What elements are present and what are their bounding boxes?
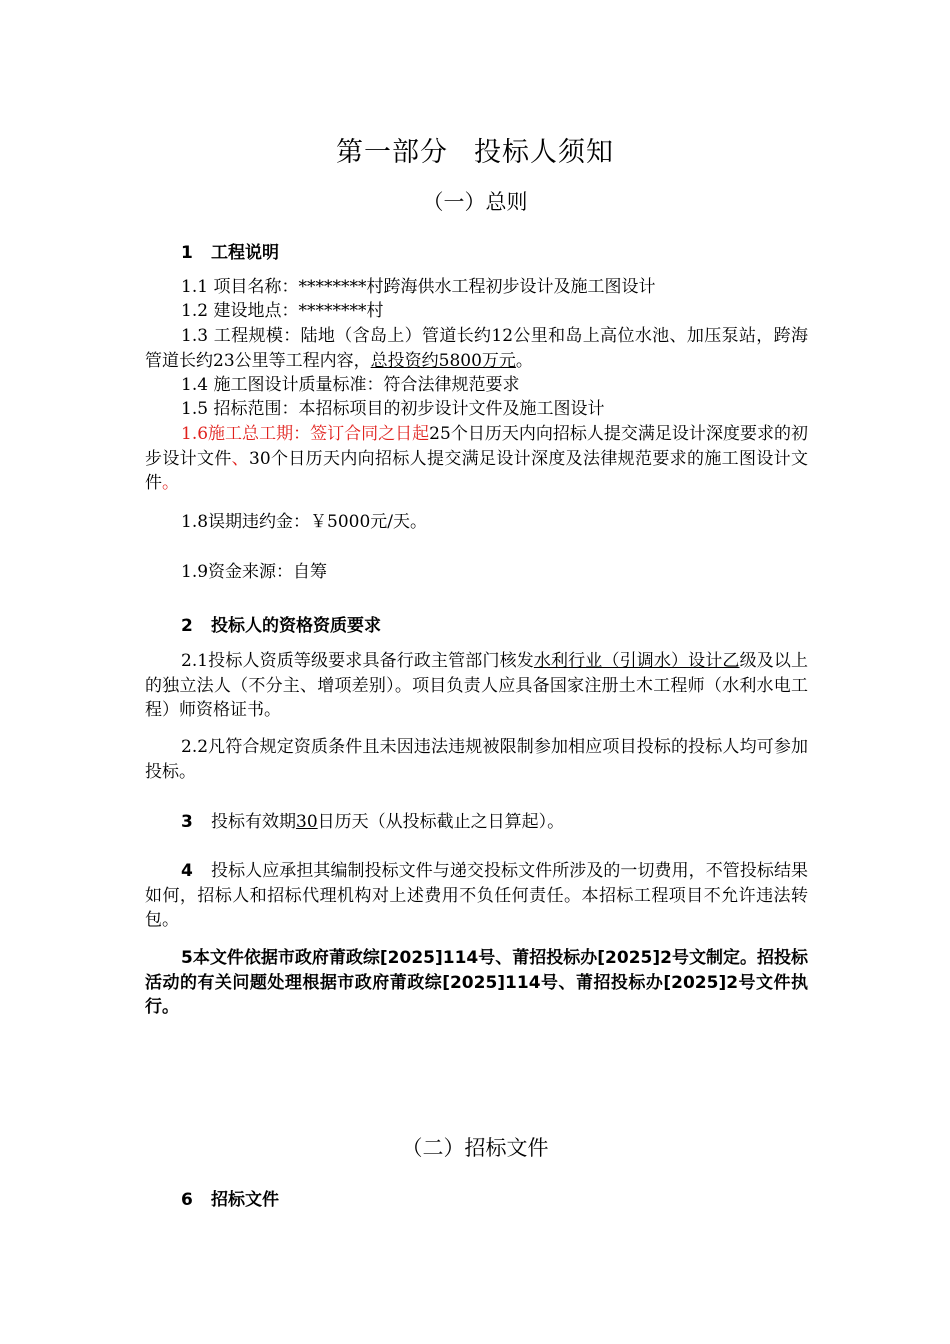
section-3-number: 3 bbox=[181, 812, 193, 832]
item-1-5: 1.5 招标范围：本招标项目的初步设计文件及施工图设计 bbox=[181, 399, 605, 419]
section-1-number: 1 bbox=[181, 243, 193, 263]
item-1-3 bbox=[145, 324, 808, 373]
item-1-6-text-b: 30个日历天内向招标人提交满足设计深度及法律规范要求的施工图设计文件 bbox=[145, 448, 809, 493]
section-5-number: 5 bbox=[181, 948, 193, 968]
item-2-1-text-b: 级及以上的独立法人（不分主、增项差别）。项目负责人应具备国家注册土木工程师（水利水电工程）师资格证书。 bbox=[145, 651, 809, 720]
item-1-6 bbox=[145, 422, 808, 496]
item-2-2: 2.2凡符合规定资质条件且未因违法违规被限制参加相应项目投标的投标人均可参加投标。 bbox=[145, 737, 808, 782]
item-3-text-a: 投标有效期 bbox=[211, 812, 296, 832]
section-4-number: 4 bbox=[181, 861, 193, 881]
section-2-label: 投标人的资格资质要求 bbox=[211, 616, 381, 636]
item-3-validity-days: 30 bbox=[296, 812, 318, 832]
section-2-number: 2 bbox=[181, 616, 193, 636]
item-2-1 bbox=[145, 649, 808, 723]
section-heading-general: （一）总则 bbox=[422, 190, 528, 214]
item-1-6-period-label: 1.6施工总工期：签订合同之日起 bbox=[181, 424, 430, 444]
item-1-8: 1.8误期违约金：￥5000元/天。 bbox=[181, 512, 428, 532]
item-2-1-qualification: 水利行业（引调水）设计乙 bbox=[533, 651, 740, 671]
item-1-3-end: 。 bbox=[515, 350, 533, 371]
item-1-4: 1.4 施工图设计质量标准：符合法律规范要求 bbox=[181, 375, 520, 395]
item-1-3-investment: 总投资约5800万元 bbox=[370, 350, 516, 371]
item-1-6-sep: 、 bbox=[231, 448, 250, 469]
item-1-9: 1.9资金来源：自筹 bbox=[181, 562, 328, 582]
item-1-6-end: 。 bbox=[162, 473, 179, 493]
item-5 bbox=[145, 946, 808, 1020]
page-title bbox=[0, 130, 950, 169]
item-2-1-text-a: 2.1投标人资质等级要求具备行政主管部门核发 bbox=[181, 651, 534, 671]
item-4-text: 投标人应承担其编制投标文件与递交投标文件所涉及的一切费用，不管投标结果如何，招标人和招标代理机构对上述费用不负任何责任。本招标工程项目不允许违法转包。 bbox=[145, 861, 808, 930]
title-part2: 投标人须知 bbox=[474, 137, 614, 168]
section-6-label: 招标文件 bbox=[211, 1190, 279, 1210]
item-1-3-text: 1.3 工程规模：陆地（含岛上）管道长约12公里和岛上高位水池、加压泵站，跨海管道长约23公里等工程内容， bbox=[145, 326, 808, 371]
title-part1: 第一部分 bbox=[336, 137, 448, 168]
section-1-heading bbox=[181, 238, 279, 263]
section-1-label: 工程说明 bbox=[211, 243, 279, 263]
item-5-text: 本文件依据市政府莆政综[2025]114号、莆招投标办[2025]2号文制定。招投标活动的有关问题处理根据市政府莆政综[2025]114号、莆招投标办[2025]2号文件执行。 bbox=[145, 948, 808, 1017]
item-3 bbox=[181, 810, 564, 835]
section-6-heading bbox=[181, 1185, 279, 1210]
section-2-heading bbox=[181, 611, 381, 636]
item-3-text-b: 日历天（从投标截止之日算起）。 bbox=[317, 812, 565, 832]
item-1-1: 1.1 项目名称：********村跨海供水工程初步设计及施工图设计 bbox=[181, 277, 656, 297]
item-1-6-text-a: 25个日历天内向招标人提交满足设计深度要求的初步设计文件 bbox=[145, 424, 808, 469]
item-1-2: 1.2 建设地点：********村 bbox=[181, 301, 384, 321]
item-4 bbox=[145, 859, 808, 933]
section-heading-docs: （二）招标文件 bbox=[401, 1136, 549, 1160]
section-6-number: 6 bbox=[181, 1190, 193, 1210]
